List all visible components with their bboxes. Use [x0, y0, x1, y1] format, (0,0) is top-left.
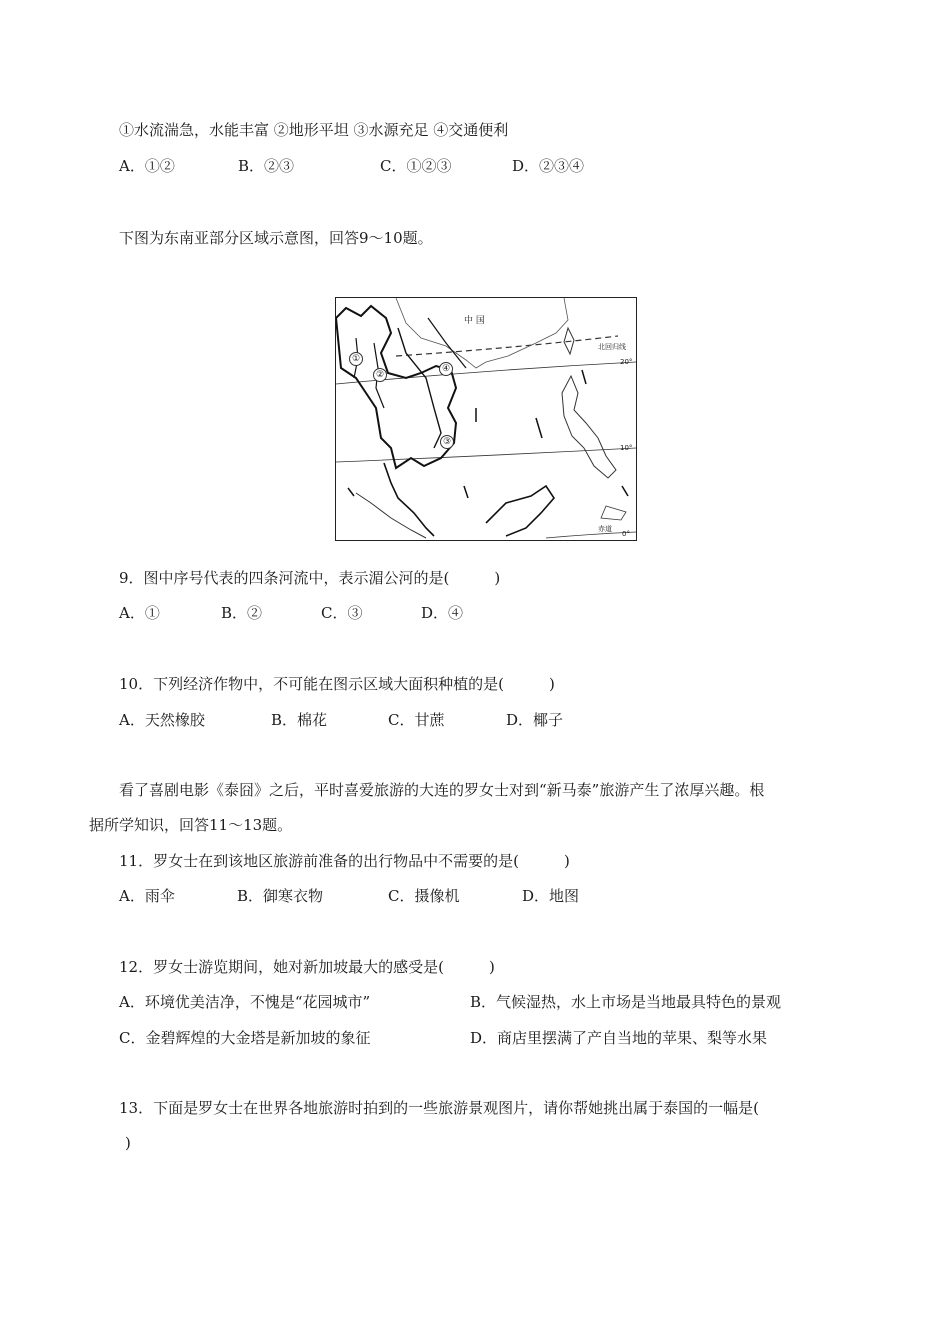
maritime-mark-5 [622, 486, 628, 496]
map-marker-1: ① [349, 352, 363, 366]
maritime-mark-6 [582, 370, 586, 384]
q9-option-c: C．③ [321, 604, 363, 622]
q9-option-b: B．② [221, 604, 263, 622]
river-4 [428, 318, 466, 368]
q9-option-a: A．① [119, 604, 160, 622]
map-label-china: 中 国 [464, 316, 485, 326]
q10-option-b: B．棉花 [271, 711, 328, 729]
q8-option-a: A．①② [119, 157, 175, 175]
indochina-border [336, 306, 456, 468]
intro-11-13-line2: 据所学知识，回答11～13题。 [89, 816, 293, 834]
malay-peninsula [384, 463, 434, 536]
q11-option-a: A．雨伞 [119, 887, 175, 905]
intro-11-13-line1: 看了喜剧电影《泰囧》之后，平时喜爱旅游的大连的罗女士对到“新马泰”旅游产生了浓厚兴趣。根 [119, 781, 765, 799]
maritime-mark-4 [348, 488, 354, 496]
q11-option-d: D．地图 [522, 887, 580, 905]
map-label-tropic: 北回归线 [598, 343, 626, 351]
island-south [601, 506, 626, 520]
q11-option-c: C．摄像机 [388, 887, 460, 905]
map-marker-4: ④ [439, 362, 453, 376]
map-marker-3: ③ [440, 435, 454, 449]
q8-option-c: C．①②③ [380, 157, 452, 175]
q12-option-b: B．气候湿热，水上市场是当地最具特色的景观 [470, 993, 782, 1011]
q8-option-d: D．②③④ [512, 157, 585, 175]
intro-9-10: 下图为东南亚部分区域示意图，回答9～10题。 [119, 229, 433, 247]
map-marker-2: ② [373, 368, 387, 382]
q12-option-c: C．金碧辉煌的大金塔是新加坡的象征 [119, 1029, 371, 1047]
map-label-equator: 赤道 [598, 525, 612, 533]
q9-stem: 9．图中序号代表的四条河流中，表示湄公河的是( ) [119, 569, 501, 587]
maritime-mark-3 [464, 486, 468, 498]
map-label-lat-20: 20° [620, 358, 633, 366]
tropic-of-cancer-line [396, 336, 618, 356]
q10-stem: 10．下列经济作物中，不可能在图示区域大面积种植的是( ) [119, 675, 555, 693]
q8-option-b: B．②③ [238, 157, 295, 175]
q8-statement: ①水流湍急，水能丰富 ②地形平坦 ③水源充足 ④交通便利 [119, 121, 509, 139]
q12-option-a: A．环境优美洁净，不愧是“花园城市” [119, 993, 371, 1011]
q11-stem: 11．罗女士在到该地区旅游前准备的出行物品中不需要的是( ) [119, 852, 570, 870]
q10-option-c: C．甘蔗 [388, 711, 445, 729]
river-3 [398, 328, 441, 448]
map-drawing [336, 298, 636, 540]
q9-option-d: D．④ [421, 604, 464, 622]
q10-option-a: A．天然橡胶 [119, 711, 205, 729]
q10-option-d: D．椰子 [506, 711, 564, 729]
q11-option-b: B．御寒衣物 [237, 887, 324, 905]
q13-line1: 13．下面是罗女士在世界各地旅游时拍到的一些旅游景观图片，请你帮她挑出属于泰国的一幅是( [119, 1099, 759, 1117]
q12-stem: 12．罗女士游览期间，她对新加坡最大的感受是( ) [119, 958, 495, 976]
southeast-asia-map [335, 297, 637, 541]
q12-option-d: D．商店里摆满了产自当地的苹果、梨等水果 [470, 1029, 768, 1047]
philippines-coast [562, 376, 616, 478]
map-label-lat-0: 0° [622, 530, 630, 538]
q13-line2: ) [125, 1134, 131, 1152]
maritime-mark-2 [536, 418, 542, 438]
borneo-coast [486, 486, 554, 536]
china-coastline [396, 298, 568, 368]
map-label-lat-10: 10° [620, 444, 633, 452]
